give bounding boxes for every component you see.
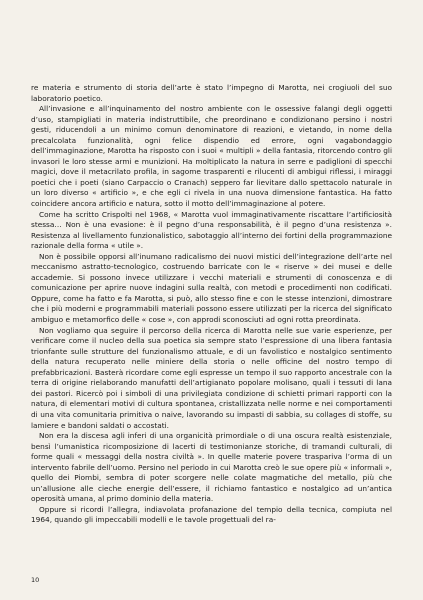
paragraph-4: Non è possibile opporsi all’inumano radicalismo dei nuovi mistici dell’integrazione dell’arte nel meccanismo astratto-tecnologico, costruendo barricate con le « riserve » dei musei e delle accademie. Si possono invece utilizzare i vecchi materiali e strumenti di conoscenza e di comunicazione per aprire nuove indagini sulla realtà, con metodi e procedimenti non codificati. Oppure, come ha fatto e fa Marotta, si può, allo stesso fine e con le stesse intenzioni, dimostrare che i più moderni e programmabili materiali possono essere utilizzati per la ricerca del significato ambiguo e metamorfico delle « cose », con approdi sconosciuti ad ogni rotta preordinata.: [31, 251, 392, 325]
paragraph-2: All’invasione e all’inquinamento del nostro ambiente con le ossessive falangi degli oggetti d’uso, stampigliati in materia indistruttibile, che preordinano e condizionano persino i nostri gesti, riducendoli a un minimo comun denominatore di reazioni, e vietando, in nome della precalcolata funzionalità, ogni felice dispendio ed errore, ogni vagabondaggio dell’immaginazione, Marotta ha risposto con i suoi « multipli » della fantasia, ritorcendo contro gli invasori le loro stesse armi e munizioni. Ha moltiplicato la natura in serre e padiglioni di specchi magici, dove il metacrilato profila, in sagome trasparenti e rilucenti di ambigui riflessi, i miraggi poetici che i poeti (siano Carpaccio o Cranach) seppero far lievitare dallo spettacolo naturale in un loro diverso « artificio », e che egli ci rivela in una nuova dimensione fantastica. Ha fatto coincidere ancora artificio e natura, sotto il motto dell’immaginazione al potere.: [31, 104, 392, 209]
paragraph-7: Oppure si ricordi l’allegra, indiavolata profanazione del tempio della tecnica, compiuta nel 1964, quando gli impeccabili modelli e le tavole progettuali del ra-: [31, 504, 392, 525]
paragraph-6: Non era la discesa agli inferi di una organicità primordiale o di una oscura realtà esistenziale, bensì l’umanistica ricomposizione di lacerti di testimonianze storiche, di tramandi culturali, di forme quali « messaggi della nostra civiltà ». In quelle materie povere traspariva l’orma di un intervento fabrile dell’uomo. Persino nel periodo in cui Marotta creò le sue opere più « informali », quello dei Piombi, sembra di poter scorgere nelle colate magmatiche del metallo, più che un’allusione alle cieche energie dell’essere, il richiamo fantastico e nostalgico ad un’antica operosità umana, al primo dominio della materia.: [31, 431, 392, 504]
page-number: 10: [31, 576, 40, 584]
paragraph-5: Non vogliamo qua seguire il percorso della ricerca di Marotta nelle sue varie esperienze, per verificare come il nucleo della sua poetica sia sempre stato l’espressione di una libera fantasia trionfante sulle strutture del funzionalismo attuale, e di un favolistico e nostalgico sentimento della natura recuperato nelle miniere della storia o nelle officine del nostro tempo di prefabbricazioni. Basterà ricordare come egli espresse un tempo il suo rapporto ancestrale con la terra di origine rielaborando manufatti dell’artigianato popolare molisano, quali i tessuti di lana dei pastori. Ricercò poi i simboli di una privilegiata condizione di schietti primari rapporti con la natura, di elementari motivi di cultura spontanea, cristallizzata nelle norme e nei comportamenti di una vita comunitaria primitiva o naive, lavorando su impasti di sabbia, su collages di stoffe, su lamiere e bandoni saldati o accostati.: [31, 325, 392, 430]
paragraph-3: Come ha scritto Crispolti nel 1968, « Marotta vuol immaginativamente riscattare l’artificiosità stessa… Non è una evasione: è il pegno d’una responsabilità, è il pegno d’una resistenza ». Resistenza al livellamento funzionalistico, sabotaggio all’interno dei fortini della programmazione razionale della forma « utile ».: [31, 209, 392, 251]
paragraph-1: re materia e strumento di storia dell’arte è stato l’impegno di Marotta, nei crogiuoli del suo laboratorio poetico.: [31, 83, 392, 103]
body-text: [31, 83, 392, 526]
